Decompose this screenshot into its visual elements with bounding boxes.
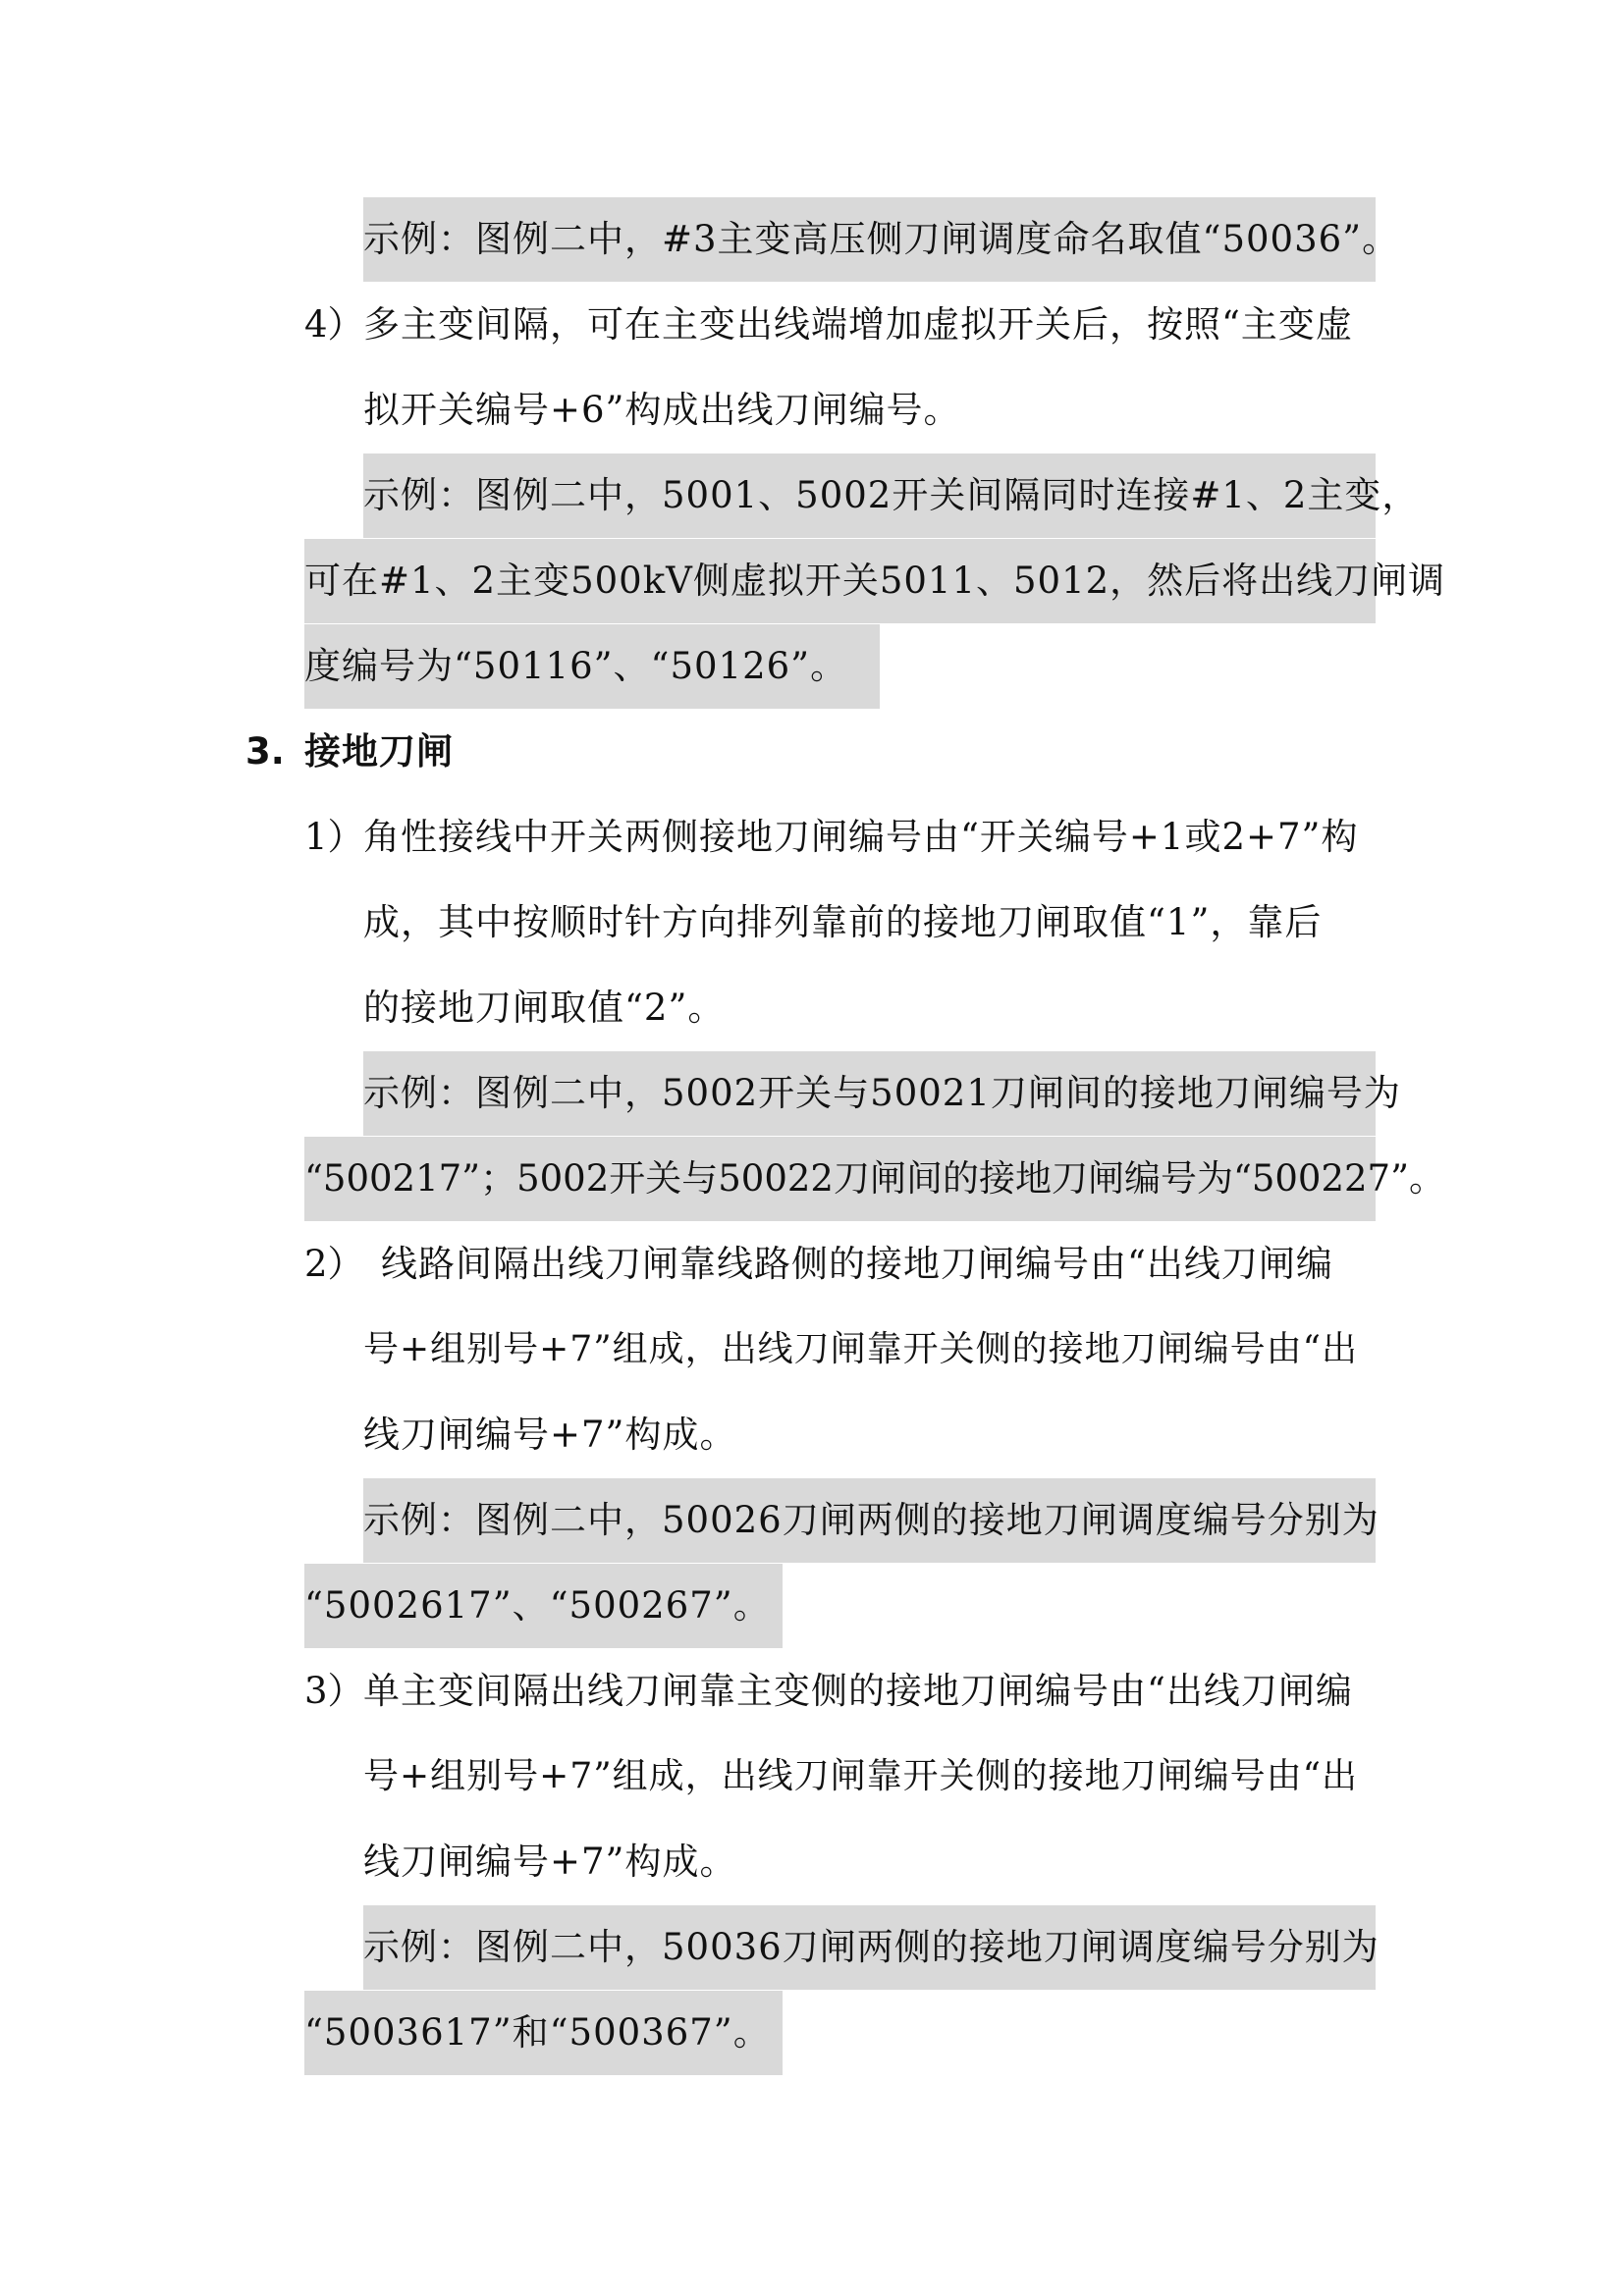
list-marker: 4） <box>304 303 364 346</box>
body-text: 拟开关编号+6”构成出线刀闸编号。 <box>363 389 961 431</box>
body-text: 号+组别号+7”组成，出线刀闸靠开关侧的接地刀闸编号由“出 <box>363 1329 1359 1369</box>
section-heading: 接地刀闸 <box>304 730 454 773</box>
example-text: 示例：图例二中，#3主变高压侧刀闸调度命名取值“50036”。 <box>363 197 1376 282</box>
body-text: 角性接线中开关两侧接地刀闸编号由“开关编号+1或2+7”构 <box>363 816 1359 858</box>
body-text: 线刀闸编号+7”构成。 <box>363 1414 737 1456</box>
example-text: “500217”；5002开关与50022刀闸间的接地刀闸编号为“500227”。 <box>304 1137 1376 1221</box>
example-text: 度编号为“50116”、“50126”。 <box>304 624 880 709</box>
body-text: 多主变间隔，可在主变出线端增加虚拟开关后，按照“主变虚 <box>363 303 1353 346</box>
body-text: 号+组别号+7”组成，出线刀闸靠开关侧的接地刀闸编号由“出 <box>363 1756 1359 1796</box>
example-text: 示例：图例二中，50026刀闸两侧的接地刀闸调度编号分别为 <box>363 1478 1376 1563</box>
example-text: 示例：图例二中，5002开关与50021刀闸间的接地刀闸编号为 <box>363 1051 1376 1136</box>
list-marker: 2） <box>304 1243 364 1285</box>
body-text: 线路间隔出线刀闸靠线路侧的接地刀闸编号由“出线刀闸编 <box>381 1243 1333 1285</box>
example-text: 示例：图例二中，5001、5002开关间隔同时连接#1、2主变， <box>363 454 1376 538</box>
body-text: 成，其中按顺时针方向排列靠前的接地刀闸取值“1”，靠后 <box>363 901 1323 943</box>
list-marker: 1） <box>304 816 364 858</box>
example-text: “5002617”、“500267”。 <box>304 1564 783 1648</box>
section-number: 3. <box>245 730 285 773</box>
example-text: 示例：图例二中，50036刀闸两侧的接地刀闸调度编号分别为 <box>363 1905 1376 1990</box>
list-marker: 3） <box>304 1670 364 1712</box>
example-text: “5003617”和“500367”。 <box>304 1991 783 2075</box>
example-text: 可在#1、2主变500kV侧虚拟开关5011、5012，然后将出线刀闸调 <box>304 539 1376 623</box>
body-text: 单主变间隔出线刀闸靠主变侧的接地刀闸编号由“出线刀闸编 <box>363 1670 1353 1712</box>
body-text: 线刀闸编号+7”构成。 <box>363 1841 737 1883</box>
body-text: 的接地刀闸取值“2”。 <box>363 987 726 1029</box>
